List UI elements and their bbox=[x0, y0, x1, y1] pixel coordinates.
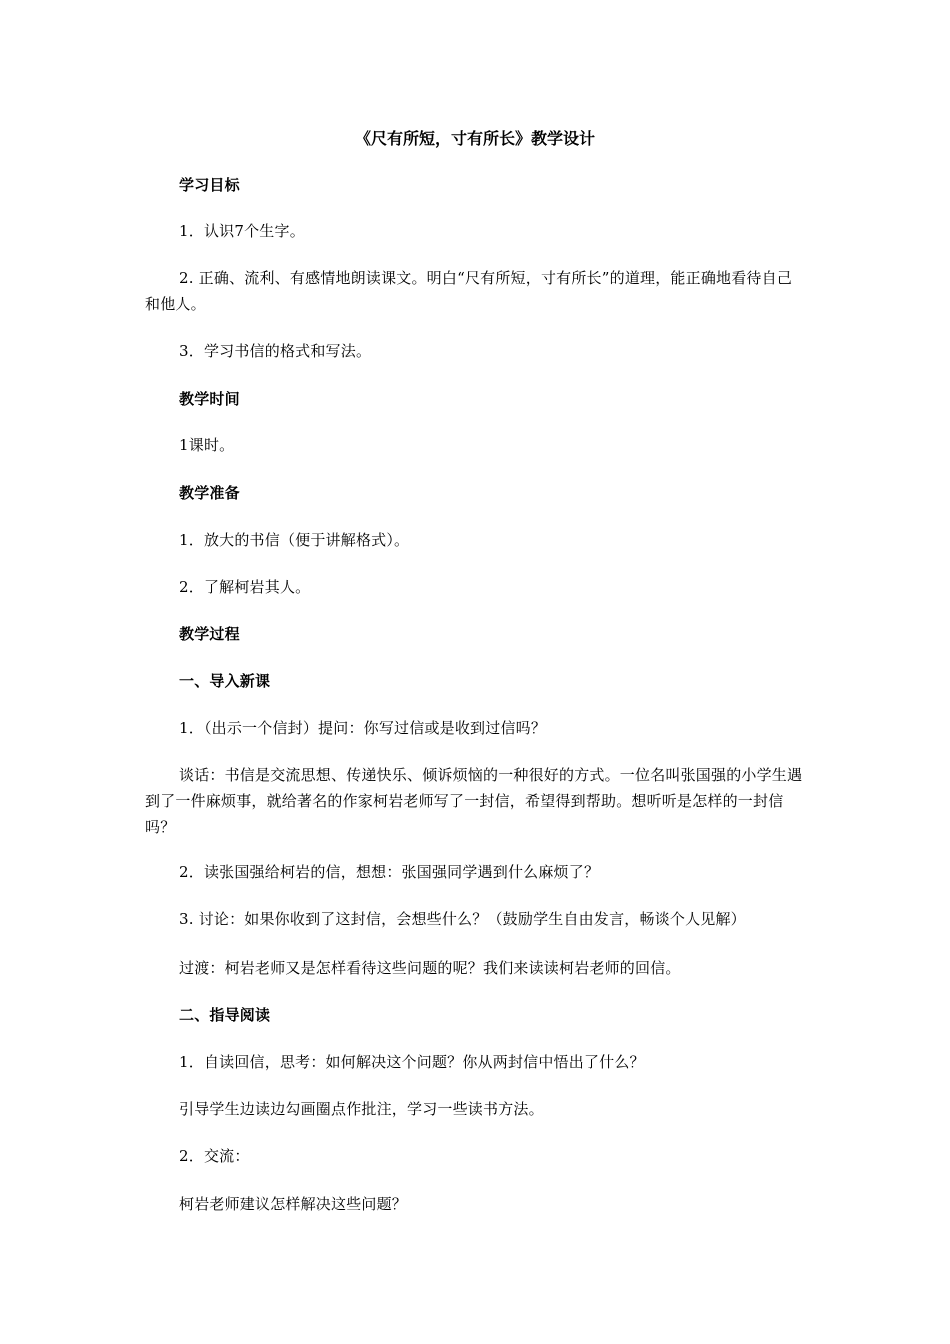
heading-section-2: 二、指导阅读 bbox=[179, 1006, 271, 1024]
paragraph-talk: 谈话：书信是交流思想、传递快乐、倾诉烦恼的一种很好的方式。一位名叫张国强的小学生遇到了一件麻烦事，就给著名的作家柯岩老师写了一封信，希望得到帮助。想听听是怎样的一封信吗？ bbox=[145, 766, 803, 836]
heading-teaching-process: 教学过程 bbox=[179, 625, 240, 643]
paragraph-step-2: 2．读张国强给柯岩的信，想想：张国强同学遇到什么麻烦了？ bbox=[179, 863, 600, 881]
heading-teaching-time: 教学时间 bbox=[179, 390, 240, 408]
paragraph-goal-1: 1．认识7个生字。 bbox=[179, 222, 305, 240]
document-title: 《尺有所短，寸有所长》教学设计 bbox=[354, 129, 595, 148]
paragraph-time: 1课时。 bbox=[179, 436, 235, 454]
paragraph-prep-2: 2．了解柯岩其人。 bbox=[179, 578, 311, 596]
paragraph-step-1: 1．（出示一个信封）提问：你写过信或是收到过信吗？ bbox=[179, 719, 547, 737]
heading-section-1: 一、导入新课 bbox=[179, 672, 271, 690]
heading-learning-goals: 学习目标 bbox=[179, 176, 240, 194]
paragraph-question: 柯岩老师建议怎样解决这些问题？ bbox=[179, 1195, 408, 1213]
heading-teaching-preparation: 教学准备 bbox=[179, 484, 240, 502]
paragraph-goal-2: 2. 正确、流利、有感情地朗读课文。明白“尺有所短，寸有所长”的道理，能正确地看待自己和他人。 bbox=[145, 269, 793, 313]
paragraph-step-3: 3. 讨论：如果你收到了这封信，会想些什么？（鼓励学生自由发言，畅谈个人见解） bbox=[179, 910, 746, 928]
paragraph-guide: 引导学生边读边勾画圈点作批注，学习一些读书方法。 bbox=[179, 1100, 544, 1118]
paragraph-prep-1: 1．放大的书信（便于讲解格式）。 bbox=[179, 531, 410, 549]
paragraph-transition: 过渡：柯岩老师又是怎样看待这些问题的呢？我们来读读柯岩老师的回信。 bbox=[179, 959, 681, 977]
paragraph-goal-3: 3．学习书信的格式和写法。 bbox=[179, 342, 372, 360]
paragraph-read-2: 2．交流： bbox=[179, 1147, 250, 1165]
paragraph-read-1: 1．自读回信，思考：如何解决这个问题？你从两封信中悟出了什么？ bbox=[179, 1053, 645, 1071]
